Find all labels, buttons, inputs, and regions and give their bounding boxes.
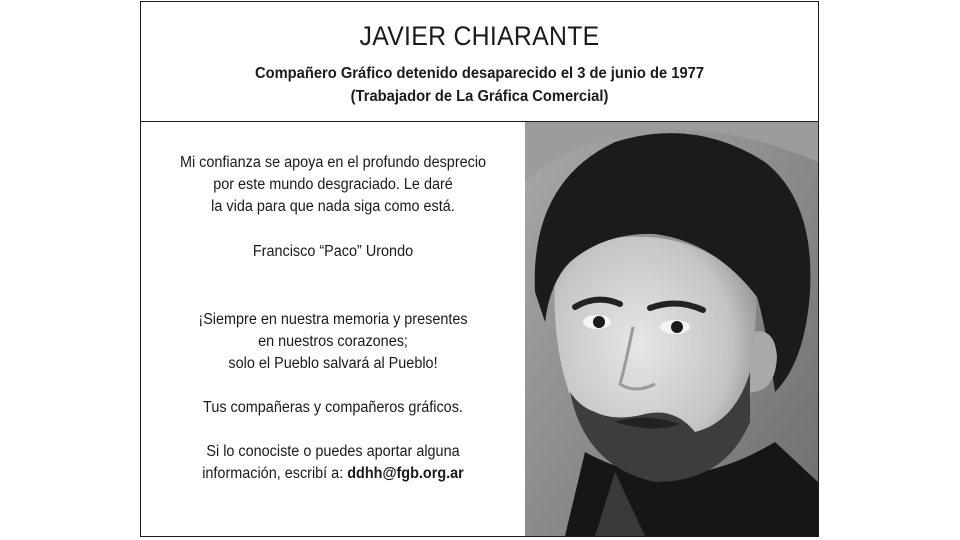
contact-prefix: información, escribí a: [202, 465, 348, 482]
portrait-photo [525, 122, 818, 536]
memory-line-1: ¡Siempre en nuestra memoria y presentes [198, 311, 468, 328]
contact-block [154, 441, 511, 485]
portrait-photo-icon [525, 122, 818, 536]
person-name: JAVIER CHIARANTE [359, 21, 600, 51]
contact-line-2 [154, 463, 511, 485]
memory-line-2: en nuestros corazones; [258, 333, 408, 350]
subtitle-line-2: (Trabajador de La Gráfica Comercial) [350, 88, 609, 105]
quote-line-1: Mi confianza se apoya en el profundo desprecio [179, 154, 487, 171]
text-column [141, 122, 525, 536]
memorial-card [140, 1, 819, 537]
contact-line-1: Si lo conociste o puedes aportar alguna [206, 443, 460, 460]
quote-block [154, 122, 511, 218]
quote-author: Francisco “Paco” Urondo [252, 243, 414, 260]
subtitle [168, 62, 791, 108]
memory-line-3: solo el Pueblo salvará al Pueblo! [228, 355, 438, 372]
memory-message [154, 309, 511, 375]
subtitle-line-1: Compañero Gráfico detenido desaparecido el 3 de junio de 1977 [254, 65, 705, 82]
card-header [141, 2, 818, 122]
signature: Tus compañeras y compañeros gráficos. [203, 399, 463, 416]
contact-email[interactable]: ddhh@fgb.org.ar [347, 465, 464, 482]
quote-line-2: por este mundo desgraciado. Le daré [213, 176, 453, 193]
quote-line-3: la vida para que nada siga como está. [211, 198, 455, 215]
